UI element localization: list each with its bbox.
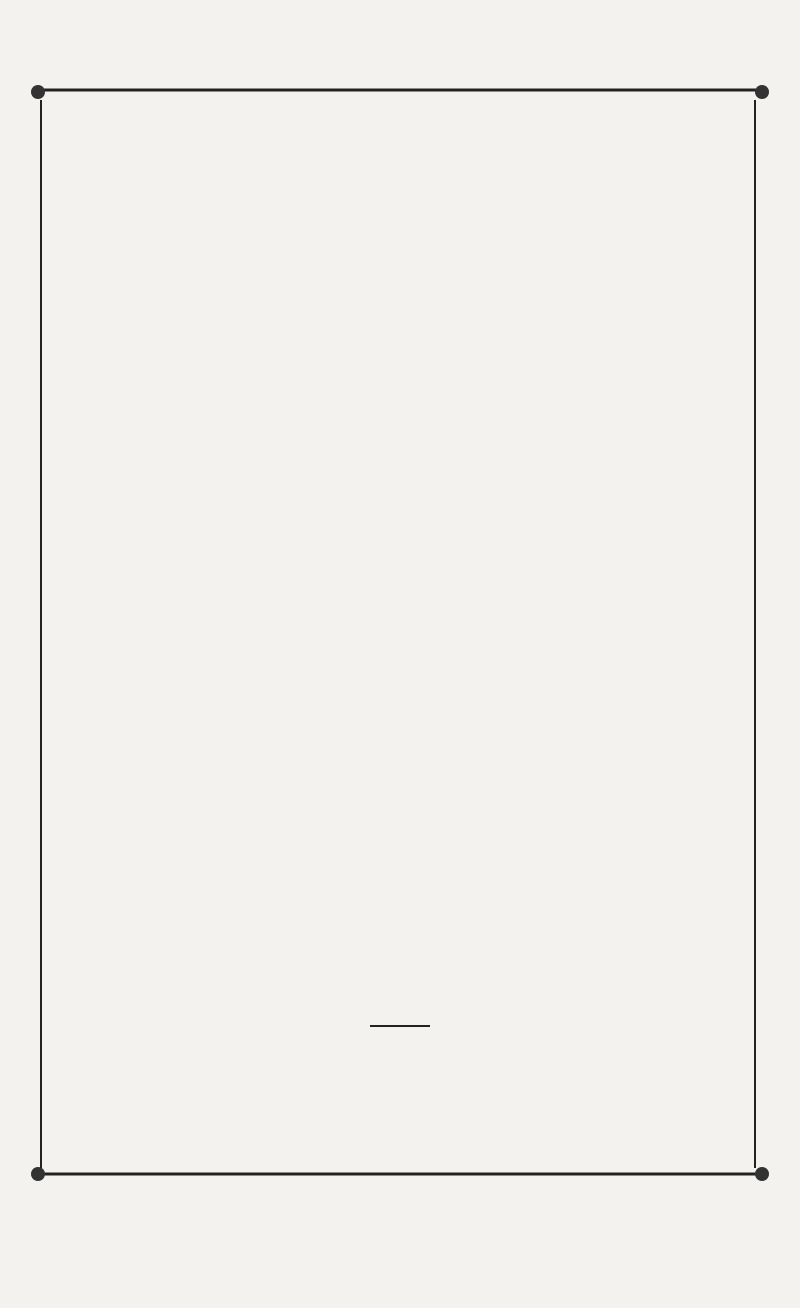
corner-ornament-icon <box>755 85 769 99</box>
divider-rule <box>370 1025 430 1027</box>
corner-ornament-icon <box>31 85 45 99</box>
right-arrow-border <box>756 104 770 1162</box>
top-ornament-border <box>30 80 770 104</box>
corner-ornament-icon <box>755 1167 769 1181</box>
left-arrow-border <box>28 104 42 1162</box>
bottom-ornament-border <box>30 1162 770 1186</box>
corner-ornament-icon <box>31 1167 45 1181</box>
